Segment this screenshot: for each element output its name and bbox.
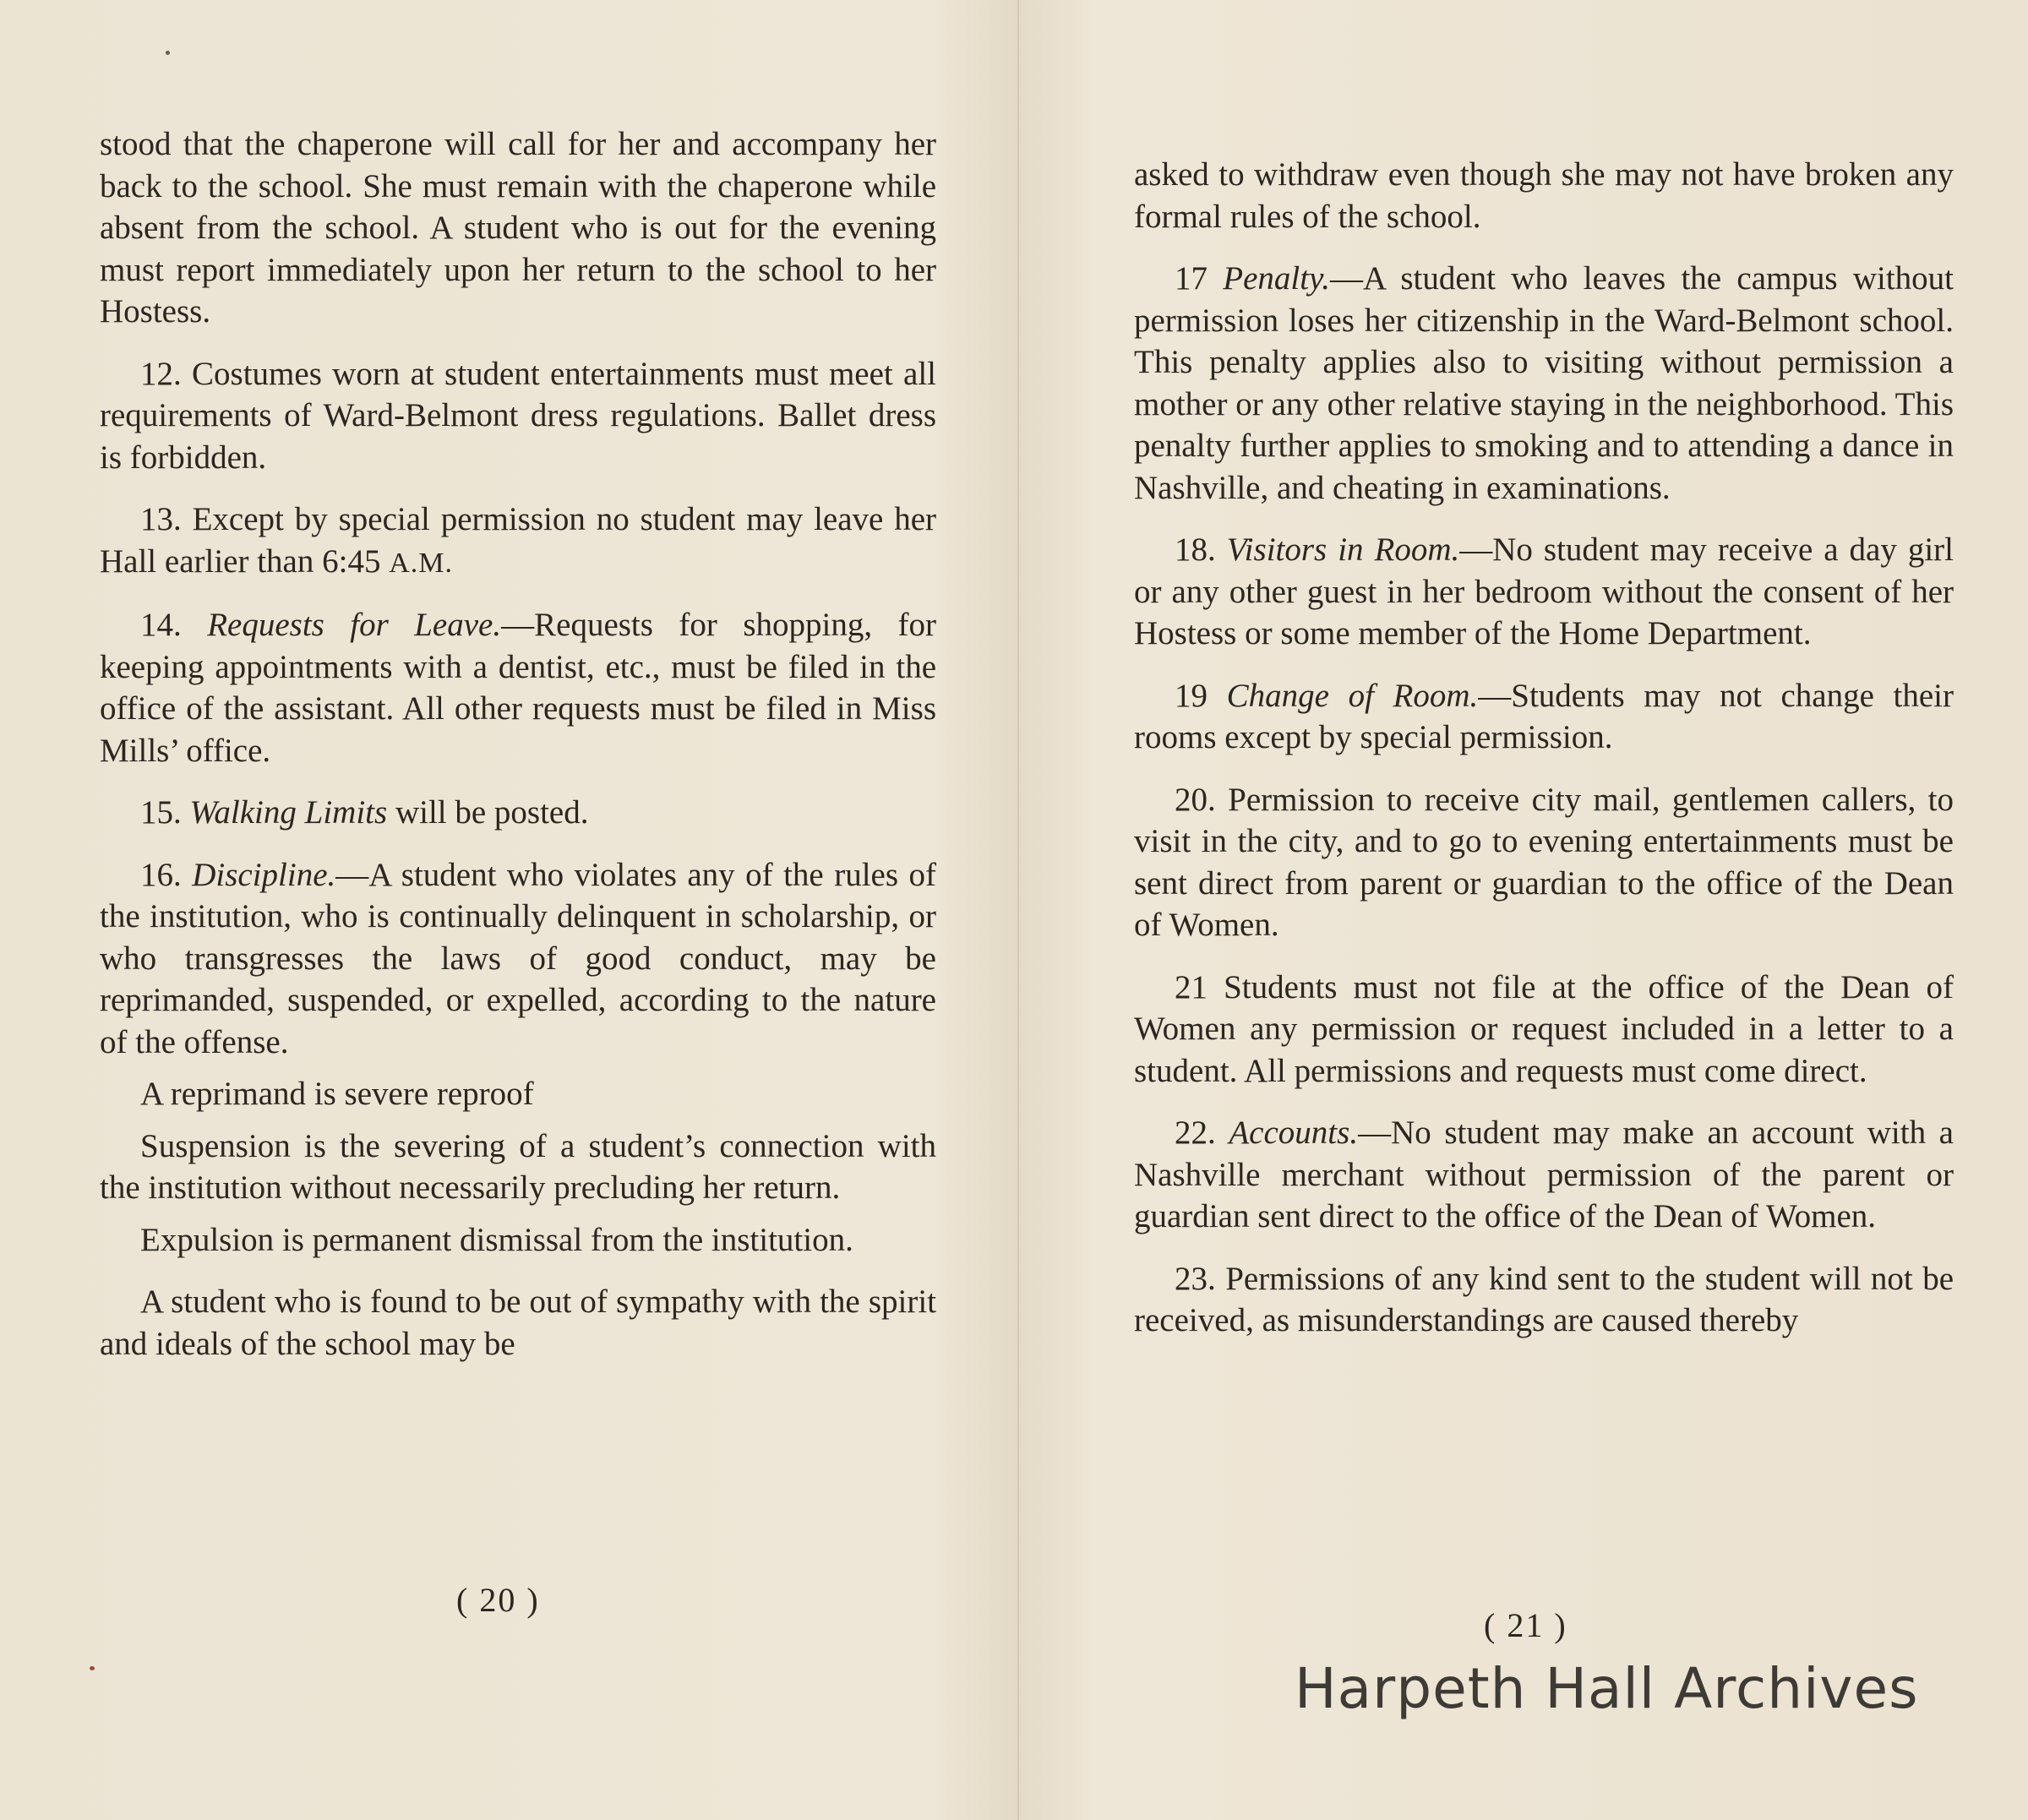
- archive-watermark: Harpeth Hall Archives: [1295, 1656, 1919, 1721]
- rule-text: will be posted.: [395, 794, 589, 831]
- rule-text: Permission to receive city mail, gentlemen callers, to visit in the city, and to go to evening entertainments must be sent direct from parent or guardian to the office of the Dean of Women.: [1134, 781, 1954, 943]
- rule-23: [1134, 1258, 1954, 1342]
- rule-text: Permissions of any kind sent to the student will not be received, as misunderstandings are caused thereby: [1134, 1260, 1954, 1338]
- rule-text: —Students may not change their rooms except by special permission.: [1134, 677, 1954, 755]
- rule-caption: Requests for Leave.: [207, 607, 502, 643]
- definition-expulsion: [100, 1219, 936, 1261]
- paragraph-text: Expulsion is permanent dismissal from the institution.: [140, 1221, 853, 1258]
- rule-number: 20.: [1175, 781, 1216, 818]
- rule-text: Except by special permission no student may leave her Hall earlier than 6:45: [100, 501, 936, 580]
- paper-speck: [166, 51, 170, 55]
- rule-text: —Requests for shopping, for keeping appointments with a dentist, etc., must be filed in the office of the assistant. All other requests must be filed in Miss Mills’ office.: [100, 607, 937, 769]
- rule-number: 12.: [140, 355, 182, 392]
- rule-text: —A student who violates any of the rules of the institution, who is continually delinquent in scholarship, or who transgresses the laws of good conduct, may be reprimanded, suspended, or expelled, according to the nature of the offense.: [100, 856, 936, 1060]
- rule-number: 13.: [140, 501, 182, 537]
- paper-speck: [90, 1666, 95, 1670]
- rule-16: [100, 854, 936, 1064]
- time-suffix: A.M.: [389, 547, 453, 579]
- rule-18: [1134, 529, 1954, 655]
- rule-number: 16.: [140, 856, 182, 893]
- paragraph-continuation: [100, 123, 936, 333]
- left-page-text: [100, 123, 936, 1385]
- rule-text: —A student who leaves the campus without permission loses her citizenship in the Ward-Belmont school. This penalty applies also to visiting without permission a mother or any other relative staying in the neighborhood. This penalty further applies to smoking and to attending a dance in Nashville, and cheating in examinations.: [1134, 260, 1954, 506]
- rule-19: [1134, 675, 1954, 759]
- rule-13: [100, 499, 936, 584]
- rule-caption: Discipline.: [192, 856, 336, 893]
- paragraph-text: A student who is found to be out of sympathy with the spirit and ideals of the school may be: [100, 1283, 936, 1362]
- rule-22: [1134, 1112, 1954, 1238]
- rule-caption: Penalty.: [1223, 260, 1331, 297]
- right-page-text: [1134, 154, 1954, 1362]
- paragraph-text: stood that the chaperone will call for her and accompany her back to the school. She must remain with the chaperone while absent from the school. A student who is out for the evening must report immediately upon her return to the school to her Hostess.: [100, 126, 936, 330]
- paragraph-text: Suspension is the severing of a student’s connection with the institution without necessarily precluding her return.: [100, 1127, 936, 1206]
- rule-number: 15.: [140, 794, 182, 831]
- paragraph-sympathy: [100, 1281, 936, 1365]
- rule-number: 21: [1175, 968, 1208, 1005]
- rule-text: Costumes worn at student entertainments must meet all requirements of Ward-Belmont dress regulations. Ballet dress is forbidden.: [100, 355, 936, 476]
- rule-number: 22.: [1175, 1114, 1216, 1151]
- rule-caption: Visitors in Room.: [1226, 531, 1460, 568]
- rule-20: [1134, 779, 1954, 946]
- rule-number: 14.: [140, 607, 182, 643]
- rule-21: [1134, 967, 1954, 1093]
- rule-caption: Walking Limits: [189, 794, 388, 831]
- definition-reprimand: [100, 1073, 936, 1115]
- rule-number: 23.: [1175, 1260, 1216, 1297]
- paragraph-continuation: [1134, 154, 1954, 237]
- rule-12: [100, 353, 936, 479]
- rule-caption: Accounts.: [1229, 1114, 1359, 1151]
- rule-text: Students must not file at the office of the Dean of Women any permission or request included in a letter to a student. All permissions and requests must come direct.: [1134, 968, 1954, 1089]
- paragraph-text: asked to withdraw even though she may not have broken any formal rules of the school.: [1134, 156, 1954, 235]
- definition-suspension: [100, 1125, 936, 1209]
- rule-number: 17: [1175, 260, 1208, 297]
- rule-number: 18.: [1175, 531, 1216, 568]
- paragraph-text: A reprimand is severe reproof: [140, 1076, 534, 1112]
- rule-text: —No student may make an account with a Nashville merchant without permission of the parent or guardian sent direct to the office of the Dean of Women.: [1134, 1114, 1954, 1234]
- rule-text: —No student may receive a day girl or any other guest in her bedroom without the consent of her Hostess or some member of the Home Department.: [1134, 531, 1954, 651]
- rule-caption: Change of Room.: [1226, 677, 1479, 714]
- rule-14: [100, 604, 936, 771]
- right-page: [1019, 0, 2028, 1820]
- rule-17: [1134, 258, 1954, 509]
- rule-number: 19: [1175, 677, 1208, 714]
- rule-15: [100, 792, 936, 834]
- page-number: ( 21 ): [1484, 1606, 1567, 1644]
- page-number: ( 20 ): [456, 1581, 540, 1619]
